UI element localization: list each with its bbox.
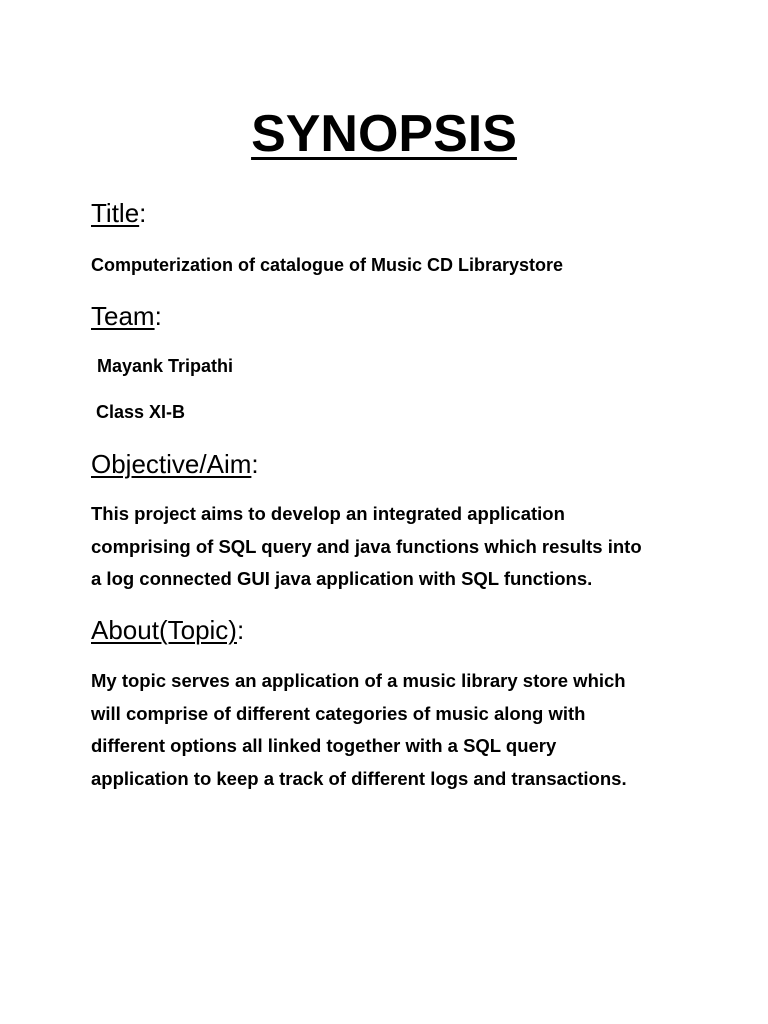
objective-heading-colon: : [251, 449, 259, 479]
document-title: SYNOPSIS [251, 105, 517, 163]
project-title-text: Computerization of catalogue of Music CD Librarystore [91, 255, 564, 275]
about-line: My topic serves an application of a music library store which [91, 670, 626, 691]
team-heading-label: Team [91, 301, 155, 331]
objective-line: This project aims to develop an integrated application [91, 503, 565, 524]
objective-line: comprising of SQL query and java functions which results into [91, 535, 642, 557]
about-paragraph [91, 665, 691, 795]
team-heading-colon: : [154, 301, 162, 331]
about-heading-label: About(Topic) [91, 615, 237, 645]
objective-heading-label: Objective/Aim [91, 449, 252, 479]
title-heading [91, 197, 146, 229]
about-heading [91, 614, 244, 646]
title-heading-colon: : [139, 198, 147, 228]
title-heading-label: Title [91, 198, 140, 228]
about-heading-colon: : [236, 615, 245, 645]
objective-line: a log connected GUI java application with SQL functions. [91, 568, 593, 589]
team-class: Class XI-B [96, 402, 186, 422]
team-member-name: Mayank Tripathi [97, 356, 234, 376]
about-line: application to keep a track of different logs and transactions. [91, 767, 627, 789]
objective-paragraph [91, 498, 691, 596]
team-heading [91, 300, 162, 332]
about-line: different options all linked together with a SQL query [91, 735, 557, 756]
about-line: will comprise of different categories of music along with [91, 702, 586, 724]
objective-heading [91, 448, 259, 480]
